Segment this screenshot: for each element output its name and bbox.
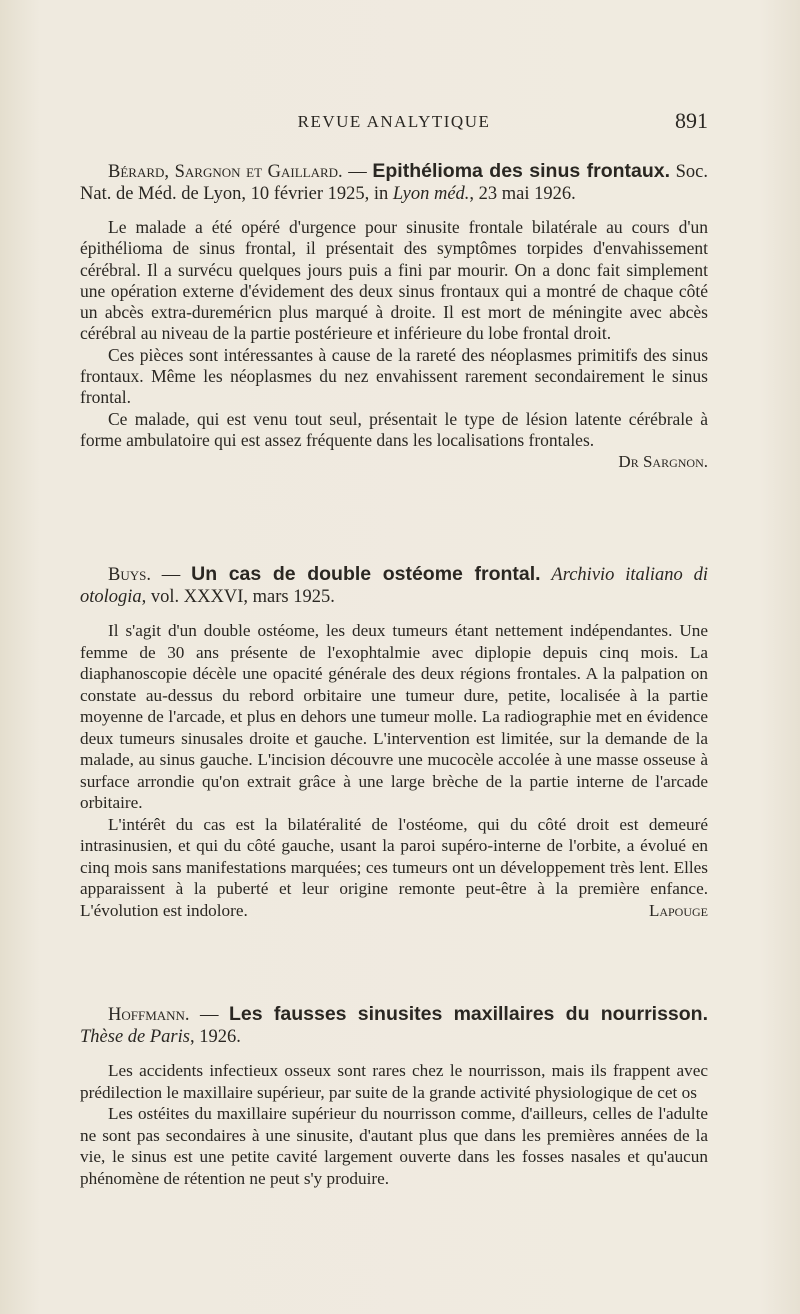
article-sinusites <box>80 1003 708 1189</box>
article-epithelioma <box>80 160 708 473</box>
article-heading <box>80 1003 708 1048</box>
article-source: Soc. Nat. de Méd. de Lyon, 10 février 1925, in <box>80 162 709 204</box>
signature: Dr Sargnon. <box>618 452 708 472</box>
article-body <box>80 1060 708 1189</box>
running-title: REVUE ANALYTIQUE <box>297 112 491 131</box>
paragraph: Ces pièces sont intéressantes à cause de la rareté des néoplasmes primitifs des sinus frontaux. Même les néoplasmes du nez envahissent rarement secondairement le sinus frontal. <box>80 344 708 408</box>
signature: Lapouge <box>648 900 708 920</box>
article-source <box>541 565 552 585</box>
article-body <box>80 217 708 472</box>
article-title: Un cas de double ostéome frontal. <box>191 563 541 585</box>
page-number: 891 <box>675 108 708 133</box>
paragraph: Ce malade, qui est venu tout seul, présentait le type de lésion latente cérébrale à forme ambulatoire qui est assez fréquente dans les localisations frontales. <box>80 408 708 450</box>
article-source-date: , vol. XXXVI, mars 1925. <box>141 587 335 607</box>
article-authors: Bérard, Sargnon et Gaillard. <box>108 162 343 182</box>
heading-dash: — <box>189 1005 230 1025</box>
article-source-journal: Archivio italiano di otologia <box>80 565 708 607</box>
paragraph: Il s'agit d'un double ostéome, les deux tumeurs étant nettement indépendantes. Une femme de 30 ans présente de l'exophtalmie avec diplopie depuis cinq mois. La diaphanoscopie décèle une opacité générale des deux régions frontales. A la palpation on constate au-dessus du rebord orbitaire une tumeur dure, petite, localisée à la partie moyenne de l'arcade, et plus en dehors une tumeur molle. La radiographie met en évidence deux tumeurs sinusales droite et gauche. L'intervention est limitée, sur la demande de la malade, au sinus gauche. L'incision découvre une mucocèle accolée à une masse osseuse à surface arrondie qu'on extrait grâce à une large brèche de la partie interne de l'arcade orbitaire. <box>80 621 708 812</box>
article-title: Les fausses sinusites maxillaires du nourrisson. <box>229 1003 709 1025</box>
article-body <box>80 620 708 921</box>
heading-dash: — <box>342 162 373 182</box>
article-osteome <box>80 563 708 921</box>
paragraph: Les ostéites du maxillaire supérieur du nourrisson comme, d'ailleurs, celles de l'adulte ne sont pas secondaires à une sinusite, d'autant plus que dans les premières années de la vie, le sinus est une petite cavité largement ouverte dans les fosses nasales et qu'aucun phénomène de rétention ne peut s'y produire. <box>80 1104 708 1188</box>
article-title: Epithélioma des sinus frontaux. <box>372 160 671 182</box>
article-source-date: , 23 mai 1926. <box>469 184 576 204</box>
heading-dash: — <box>150 565 192 585</box>
running-head <box>80 108 708 142</box>
article-heading <box>80 160 708 205</box>
article-source-date: , 1926. <box>189 1027 241 1047</box>
article-authors: Hoffmann. <box>108 1005 190 1025</box>
paragraph: Les accidents infectieux osseux sont rares chez le nourrisson, mais ils frappent avec prédilection le maxillaire supérieur, par suite de la grande activité physiologique de cet os <box>80 1061 708 1102</box>
article-source-journal: Lyon méd. <box>392 184 470 204</box>
article-source-journal: Thèse de Paris <box>80 1027 190 1047</box>
article-heading <box>80 563 708 608</box>
paragraph-with-signature <box>80 814 708 922</box>
paragraph: Le malade a été opéré d'urgence pour sinusite frontale bilatérale au cours d'un épithélioma de sinus frontal, il présentait des symptômes torpides d'envahissement cérébral. Il a survécu quelques jours puis a fini par mourir. On a donc fait simplement une opération externe d'évidement des deux sinus frontaux qui a montré de chaque côté un abcès extra-dureméricn plus marqué à droite. Il est mort de méningite avec abcès cérébral au niveau de la partie postérieure et inférieure du lobe frontal droit. <box>80 217 708 344</box>
paragraph-with-signature <box>80 408 708 472</box>
article-authors: Buys. <box>108 565 151 585</box>
paragraph: L'intérêt du cas est la bilatéralité de l'ostéome, qui du côté droit est demeuré intrasinusien, et qui du côté gauche, usant la paroi supéro-interne de l'orbite, a évolué en cinq mois sans manifestations marquées; ces tumeurs ont un développement très lent. Elles apparaissent à la puberté et leur origine remonte peut-être à la première enfance. L'évolution est indolore. <box>80 814 708 920</box>
